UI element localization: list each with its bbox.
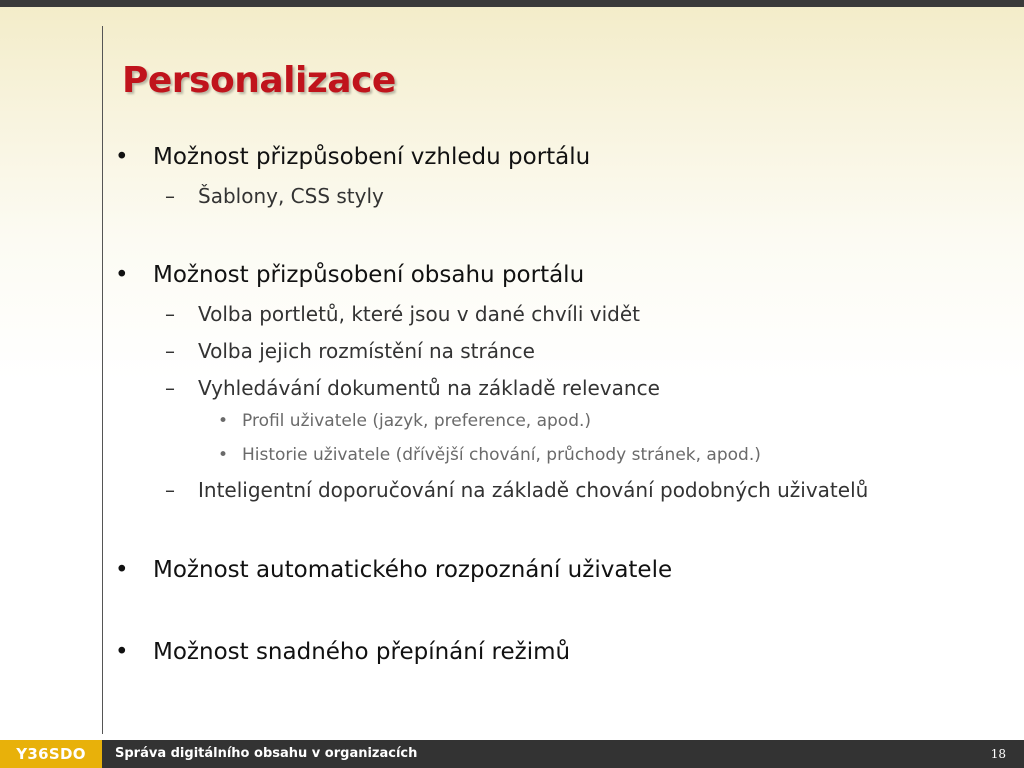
bullet-level1	[115, 144, 591, 170]
course-code: Y36SDO	[0, 740, 102, 768]
slide-title: Personalizace	[122, 60, 396, 101]
bullet-text: Možnost přizpůsobení obsahu portálu	[153, 262, 585, 288]
bullet-text: Možnost automatického rozpoznání uživatele	[153, 557, 673, 583]
bullet-marker: •	[218, 445, 229, 465]
dash-marker: –	[165, 184, 175, 208]
bullet-marker: •	[218, 411, 229, 431]
bullet-text: Historie uživatele (dřívější chování, průchody stránek, apod.)	[242, 445, 761, 465]
bullet-text: Vyhledávání dokumentů na základě relevance	[198, 376, 660, 400]
bullet-marker: •	[115, 639, 129, 665]
bullet-level2	[165, 184, 384, 208]
course-title: Správa digitálního obsahu v organizacích	[115, 746, 418, 761]
dash-marker: –	[165, 302, 175, 326]
dash-marker: –	[165, 478, 175, 502]
bullet-level2	[165, 339, 535, 363]
bullet-marker: •	[115, 557, 129, 583]
bullet-level1	[115, 262, 585, 288]
dash-marker: –	[165, 339, 175, 363]
bullet-level3	[218, 445, 761, 465]
bullet-text: Možnost snadného přepínání režimů	[153, 639, 571, 665]
bullet-level1	[115, 557, 673, 583]
bullet-text: Volba portletů, které jsou v dané chvíli vidět	[198, 302, 640, 326]
bullet-text: Profil uživatele (jazyk, preference, apod.)	[242, 411, 592, 431]
bullet-marker: •	[115, 262, 129, 288]
bullet-text: Šablony, CSS styly	[198, 184, 384, 208]
bullet-level2	[165, 478, 869, 502]
page-number: 18	[990, 747, 1006, 761]
bullet-marker: •	[115, 144, 129, 170]
bullet-level1	[115, 639, 571, 665]
bullet-level3	[218, 411, 592, 431]
footer-bar	[0, 740, 1024, 768]
bullet-text: Inteligentní doporučování na základě chování podobných uživatelů	[198, 478, 869, 502]
dash-marker: –	[165, 376, 175, 400]
bullet-level2	[165, 376, 660, 400]
bullet-text: Volba jejich rozmístění na stránce	[198, 339, 535, 363]
bullet-text: Možnost přizpůsobení vzhledu portálu	[153, 144, 591, 170]
bullet-level2	[165, 302, 640, 326]
